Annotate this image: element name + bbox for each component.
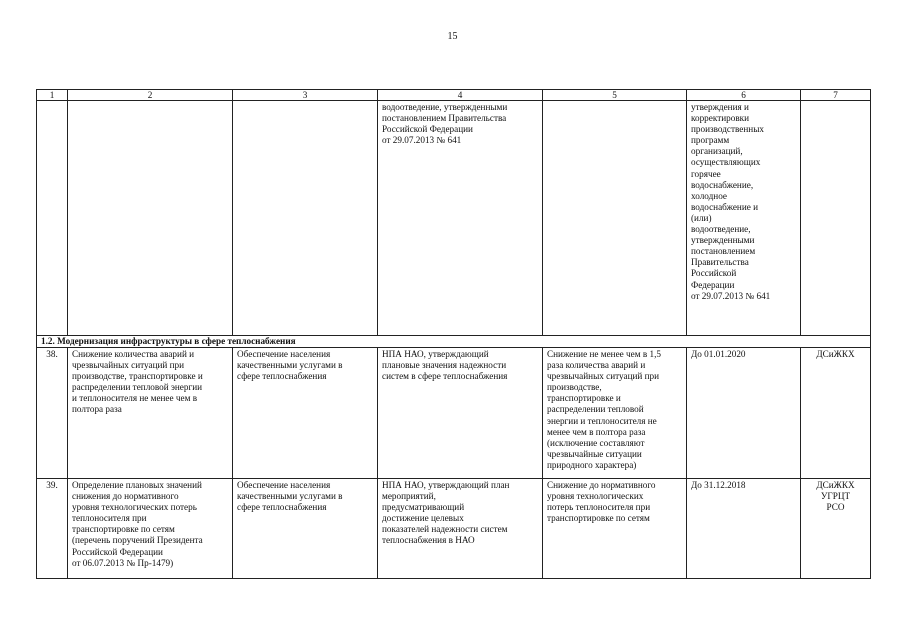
legal-act-cell <box>378 479 543 579</box>
cell-text-line: горячее <box>691 168 721 179</box>
plan-table <box>36 89 871 579</box>
cell-text-line: чрезвычайных ситуаций при <box>72 360 185 371</box>
cell-text-line: снижения до нормативного <box>72 491 179 502</box>
cell-text-line: водоснабжение и <box>691 201 759 212</box>
header-cell: 3 <box>233 90 378 101</box>
cell-text-line: полтора раза <box>72 404 122 415</box>
cell-text-line: уровня технологических потерь <box>72 502 197 513</box>
continuation-deadline-note <box>687 101 801 336</box>
table-cell <box>68 101 233 336</box>
cell-text-line: плановые значения надежности <box>382 360 507 371</box>
cell-text-line: от 29.07.2013 № 641 <box>691 290 771 301</box>
cell-text-line: УГРЦТ <box>820 491 851 502</box>
cell-text-line: мероприятий, <box>382 491 436 502</box>
cell-text-line: предусматривающий <box>382 502 465 513</box>
cell-text-line: (или) <box>691 212 712 223</box>
row-number: 38. <box>37 348 68 479</box>
result-cell <box>543 479 687 579</box>
cell-text-line: от 29.07.2013 № 641 <box>382 135 462 146</box>
cell-text-line: природного характера) <box>547 459 637 470</box>
cell-text-line: Российской Федерации <box>382 124 473 135</box>
header-cell: 5 <box>543 90 687 101</box>
header-cell: 6 <box>687 90 801 101</box>
cell-text-line: (исключение составляют <box>547 437 645 448</box>
cell-text-line: транспортировке по сетям <box>547 513 650 524</box>
table-cell <box>37 101 68 336</box>
table-row <box>37 348 871 479</box>
cell-text-line: достижение целевых <box>382 513 464 524</box>
cell-text-line: До 31.12.2018 <box>691 480 746 490</box>
cell-text-line: показателей надежности систем <box>382 524 508 535</box>
cell-text-line: организаций, <box>691 146 743 157</box>
cell-text-line: теплоснабжения в НАО <box>382 535 475 546</box>
cell-text-line: чрезвычайных ситуаций при <box>547 371 660 382</box>
cell-text-line: качественными услугами в <box>237 491 343 502</box>
cell-text-line: водоотведение, <box>691 224 751 235</box>
cell-text-line: утверждения и <box>691 102 749 112</box>
header-cell: 2 <box>68 90 233 101</box>
cell-text-line: Снижение не менее чем в 1,5 <box>547 349 661 359</box>
goal-cell <box>233 479 378 579</box>
table-row <box>37 479 871 579</box>
cell-text-line: чрезвычайные ситуации <box>547 448 642 459</box>
cell-text-line: теплоносителя при <box>72 513 147 524</box>
cell-text-line: Правительства <box>691 257 749 268</box>
row-number: 39. <box>37 479 68 579</box>
cell-text-line: Российской <box>691 268 737 279</box>
cell-text-line: и теплоносителя не менее чем в <box>72 393 198 404</box>
cell-text-line: водоснабжение, <box>691 179 754 190</box>
responsible-cell <box>801 348 871 479</box>
cell-text-line: потерь теплоносителя при <box>547 502 651 513</box>
header-cell: 1 <box>37 90 68 101</box>
cell-text-line: НПА НАО, утверждающий план <box>382 480 510 490</box>
header-cell: 4 <box>378 90 543 101</box>
cell-text-line: Обеспечение населения <box>237 480 331 490</box>
cell-text-line: осуществляющих <box>691 157 761 168</box>
cell-text-line: холодное <box>691 190 728 201</box>
cell-text-line: Обеспечение населения <box>237 349 331 359</box>
cell-text-line: РСО <box>826 502 845 513</box>
result-cell <box>543 348 687 479</box>
cell-text-line: Снижение до нормативного <box>547 480 656 490</box>
cell-text-line: распределении тепловой <box>547 404 644 415</box>
cell-text-line: Федерации <box>691 279 735 290</box>
goal-cell <box>233 348 378 479</box>
cell-text-line: качественными услугами в <box>237 360 343 371</box>
cell-text-line: До 01.01.2020 <box>691 349 746 359</box>
cell-text-line: распределении тепловой энергии <box>72 382 203 393</box>
measure-cell <box>68 348 233 479</box>
table-cell <box>543 101 687 336</box>
header-cell: 7 <box>801 90 871 101</box>
cell-text-line: уровня технологических <box>547 491 644 502</box>
cell-text-line: корректировки <box>691 113 750 124</box>
continuation-legal-basis <box>378 101 543 336</box>
cell-text-line: утвержденными <box>691 235 755 246</box>
cell-text-line: транспортировке по сетям <box>72 524 175 535</box>
table-cell <box>801 101 871 336</box>
page-number: 15 <box>447 31 458 42</box>
cell-text-line: менее чем в полтора раза <box>547 426 646 437</box>
cell-text-line: программ <box>691 135 730 146</box>
cell-text-line: постановлением Правительства <box>382 113 507 124</box>
cell-text-line: систем в сфере теплоснабжения <box>382 371 508 382</box>
cell-text-line: сфере теплоснабжения <box>237 371 327 382</box>
cell-text-line: НПА НАО, утверждающий <box>382 349 489 359</box>
cell-text-line: ДСиЖКХ <box>816 349 855 359</box>
measure-cell <box>68 479 233 579</box>
deadline-cell <box>687 479 801 579</box>
cell-text-line: постановлением <box>691 246 756 257</box>
section-row <box>37 336 871 348</box>
section-title: 1.2. Модернизация инфраструктуры в сфере теплоснабжения <box>37 336 871 348</box>
cell-text-line: энергии и теплоносителя не <box>547 415 657 426</box>
cell-text-line: ДСиЖКХ <box>816 480 855 490</box>
cell-text-line: производстве, транспортировке и <box>72 371 203 382</box>
cell-text-line: раза количества аварий и <box>547 360 646 371</box>
cell-text-line: водоотведение, утвержденными <box>382 102 508 112</box>
cell-text-line: производственных <box>691 124 764 135</box>
cell-text-line: Российской Федерации <box>72 546 163 557</box>
column-number-header <box>37 90 871 101</box>
cell-text-line: Снижение количества аварий и <box>72 349 195 359</box>
cell-text-line: от 06.07.2013 № Пр-1479) <box>72 557 174 568</box>
deadline-cell <box>687 348 801 479</box>
table-cell <box>233 101 378 336</box>
legal-act-cell <box>378 348 543 479</box>
cell-text-line: (перечень поручений Президента <box>72 535 203 546</box>
responsible-cell <box>801 479 871 579</box>
cell-text-line: транспортировке и <box>547 393 621 404</box>
cell-text-line: сфере теплоснабжения <box>237 502 327 513</box>
cell-text-line: Определение плановых значений <box>72 480 202 490</box>
continuation-row <box>37 101 871 336</box>
cell-text-line: производстве, <box>547 382 602 393</box>
